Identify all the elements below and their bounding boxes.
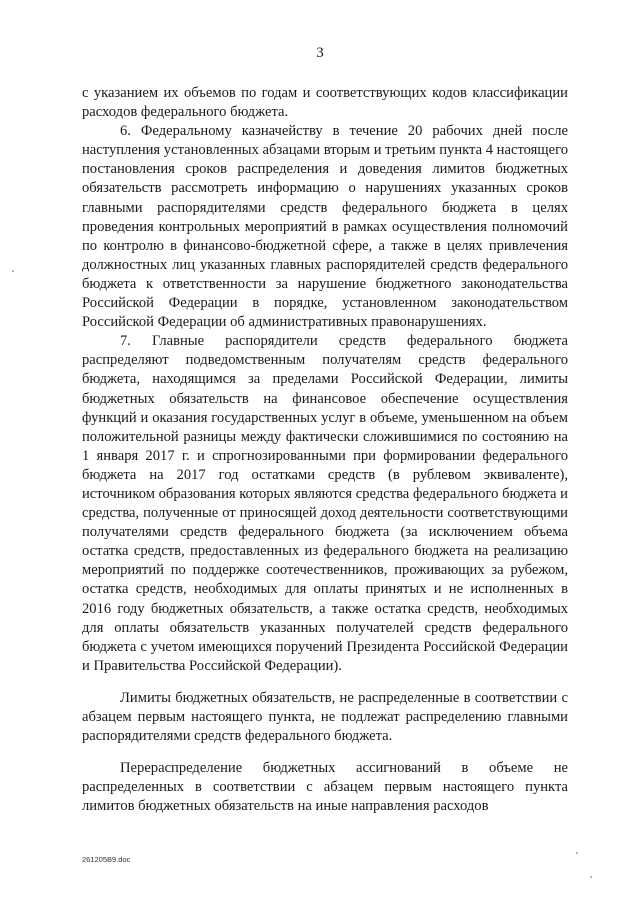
page-number: 3 <box>316 45 324 61</box>
scan-speck <box>576 852 578 854</box>
paragraph-item-7: 7. Главные распорядители средств федерального бюджета распределяют подведомственным получателям средств федерального бюджета, находящимся за пределами Российской Федерации, лимиты бюджетных обязательств на финансовое обеспечение осуществления функций и оказания государственных услуг в объеме, уменьшенном на объем положительной разницы между фактически сложившимися по состоянию на 1 января 2017 г. и спрогнозированными при формировании федерального бюджета на 2017 год остатками средств (в рублевом эквиваленте), источником образования которых являются средства федерального бюджета и средства, полученные от приносящей доход деятельности соответствующими получателями средств федерального бюджета (за исключением объема остатка средств, предоставленных из федерального бюджета на реализацию мероприятий по поддержке соотечественников, проживающих за рубежом, остатка средств, необходимых для оплаты принятых и не исполненных в 2016 году бюджетных обязательств, а также остатка средств, необходимых для оплаты обязательств указанных получателей средств федерального бюджета с учетом имеющихся поручений Президента Российской Федерации и Правительства Российской Федерации). <box>82 333 568 674</box>
scan-speck <box>590 876 592 878</box>
document-file-code: 261205B9.doc <box>82 855 131 864</box>
document-body <box>82 84 568 816</box>
paragraph-item-6: 6. Федеральному казначейству в течение 20 рабочих дней после наступления установленных абзацами вторым и третьим пункта 4 настоящего постановления сроков распределения и доведения лимитов бюджетных обязательств рассмотреть информацию о нарушениях указанных сроков главными распорядителями средств федерального бюджета в целях проведения контрольных мероприятий в рамках осуществления полномочий по контролю в финансово-бюджетной сфере, а также в целях привлечения должностных лиц указанных главных распорядителей средств федерального бюджета к ответственности за нарушение бюджетного законодательства Российской Федерации в порядке, установленном законодательством Российской Федерации об административных правонарушениях. <box>82 123 568 331</box>
paragraph-continuation: с указанием их объемов по годам и соответствующих кодов классификации расходов федерального бюджета. <box>82 85 568 121</box>
paragraph-limits-not-distributed: Лимиты бюджетных обязательств, не распределенные в соответствии с абзацем первым настоящего пункта, не подлежат распределению главными распорядителями средств федерального бюджета. <box>82 689 568 745</box>
paragraph-reallocation: Перераспределение бюджетных ассигнований в объеме не распределенных в соответствии с абзацем первым настоящего пункта лимитов бюджетных обязательств на иные направления расходов <box>82 760 568 815</box>
scan-speck <box>12 270 14 272</box>
